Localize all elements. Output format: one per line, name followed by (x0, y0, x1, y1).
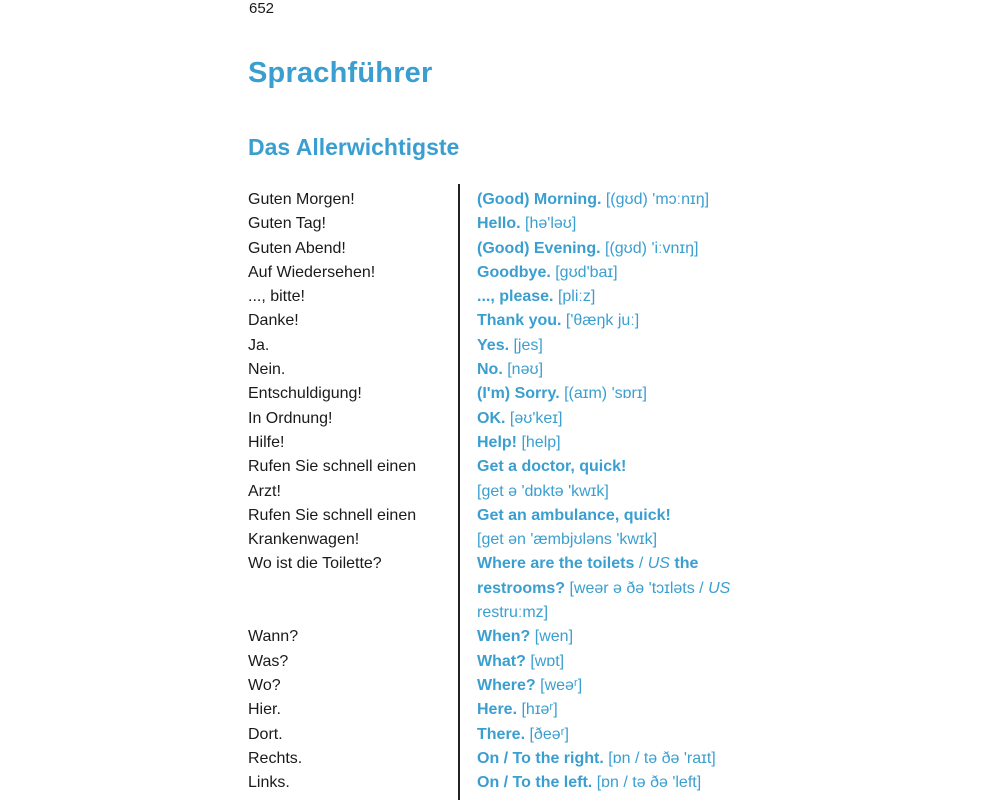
german-phrase: Nein. (248, 361, 286, 379)
phrase-row (248, 261, 768, 285)
phrase-row (248, 285, 768, 309)
english-phrase: Thank you. (477, 312, 562, 330)
page-number: 652 (249, 0, 275, 17)
german-phrase: Guten Morgen! (248, 191, 355, 208)
section-title: Das Allerwichtigste (248, 134, 460, 160)
ipa-transcription: [ɒn / tə ðə 'raɪt] (608, 749, 716, 767)
phrase-row (248, 504, 768, 528)
ipa-transcription: [weəʳ] (540, 676, 583, 694)
english-phrase: When? (477, 628, 531, 646)
german-phrase: Guten Abend! (248, 239, 346, 257)
phrase-row (248, 358, 768, 382)
english-phrase: Goodbye. (477, 263, 551, 281)
german-phrase: Wo? (248, 676, 281, 694)
ipa-transcription: [jes] (513, 336, 543, 354)
english-phrase: No. (477, 361, 503, 379)
english-phrase: Get a doctor, quick! (477, 458, 627, 476)
english-phrase: On / To the right. (477, 749, 604, 767)
ipa-transcription: [(gʊd) 'mɔːnɪŋ] (605, 191, 710, 208)
english-phrase: OK. (477, 409, 506, 427)
ipa-transcription: [ɒn / tə ðə 'left] (596, 774, 702, 792)
us-marker: US (647, 555, 670, 573)
phrase-row (248, 480, 768, 504)
english-phrase: Where are the toilets / US the (477, 555, 699, 573)
phrase-row (248, 407, 768, 431)
english-phrase: Where? (477, 676, 536, 694)
german-phrase: Entschuldigung! (248, 385, 362, 403)
german-phrase: Ja. (248, 336, 270, 354)
english-phrase: Help! (477, 433, 517, 451)
german-phrase: ..., bitte! (248, 288, 305, 306)
german-phrase: Hilfe! (248, 433, 285, 451)
german-phrase: Wo ist die Toilette? (248, 555, 382, 573)
phrase-row (248, 723, 768, 747)
german-phrase: Rufen Sie schnell einen (248, 506, 417, 524)
german-phrase: Krankenwagen! (248, 531, 360, 549)
ipa-transcription: [get ən 'æmbjʊləns 'kwɪk] (477, 531, 658, 549)
english-phrase: Here. (477, 701, 518, 719)
phrase-row (248, 455, 768, 479)
ipa-transcription: [ðeəʳ] (529, 725, 569, 743)
english-phrase: What? (477, 652, 526, 670)
phrase-row (248, 431, 768, 455)
german-phrase: Arzt! (248, 482, 281, 500)
german-phrase: Wann? (248, 628, 299, 646)
ipa-transcription: [(aɪm) 'sɒrɪ] (564, 385, 647, 403)
english-phrase: Hello. (477, 215, 521, 233)
phrase-row-toilet (248, 552, 768, 625)
phrase-row (248, 747, 768, 771)
english-phrase: (Good) Morning. (477, 191, 602, 208)
german-phrase: Rufen Sie schnell einen (248, 458, 417, 476)
german-phrase: Danke! (248, 312, 299, 330)
english-phrase: Get an ambulance, quick! (477, 506, 671, 524)
english-phrase: (I'm) Sorry. (477, 385, 560, 403)
english-phrase: (Good) Evening. (477, 239, 601, 257)
phrase-row (248, 334, 768, 358)
english-phrase: Yes. (477, 336, 510, 354)
english-phrase-continued: restrooms? (477, 579, 566, 597)
phrase-row (248, 188, 768, 212)
german-phrase: Links. (248, 774, 290, 792)
ipa-transcription: [əʊ'keɪ] (509, 409, 563, 427)
english-phrase: On / To the left. (477, 774, 593, 792)
ipa-transcription: [hɪəʳ] (521, 701, 558, 719)
separator: / (634, 555, 648, 573)
ipa-transcription: [gʊd'baɪ] (555, 263, 618, 281)
ipa-transcription: [weər ə ðə 'tɔɪləts / US restruːmz] (477, 579, 731, 622)
ipa-transcription: [get ə 'dɒktə 'kwɪk] (477, 482, 609, 500)
ipa-transcription: [help] (521, 433, 561, 451)
phrase-row (248, 528, 768, 552)
phrase-row (248, 382, 768, 406)
ipa-transcription: [nəʊ] (507, 361, 544, 379)
german-phrase: In Ordnung! (248, 409, 333, 427)
ipa-transcription: [wen] (534, 628, 574, 646)
ipa-transcription: [(gʊd) 'iːvnɪŋ] (605, 239, 699, 257)
phrase-row (248, 650, 768, 674)
ipa-transcription: [pliːz] (557, 288, 596, 306)
german-phrase: Guten Tag! (248, 215, 326, 233)
phrase-row (248, 674, 768, 698)
ipa-transcription: [wɒt] (530, 652, 565, 670)
english-phrase: There. (477, 725, 526, 743)
phrase-table (248, 188, 768, 795)
phrase-row (248, 309, 768, 333)
german-phrase: Hier. (248, 701, 281, 719)
german-phrase: Was? (248, 652, 289, 670)
german-phrase: Auf Wiedersehen! (248, 263, 376, 281)
english-phrase: ..., please. (477, 288, 554, 306)
german-phrase: Rechts. (248, 749, 303, 767)
german-phrase: Dort. (248, 725, 283, 743)
phrase-row (248, 698, 768, 722)
phrase-row (248, 212, 768, 236)
us-marker: US (708, 579, 731, 597)
ipa-transcription: [hə'ləʊ] (525, 215, 577, 233)
phrase-row (248, 625, 768, 649)
phrase-row (248, 237, 768, 261)
ipa-transcription: ['θæŋk juː] (565, 312, 640, 330)
phrase-row (248, 771, 768, 795)
chapter-title: Sprachführer (248, 57, 433, 89)
